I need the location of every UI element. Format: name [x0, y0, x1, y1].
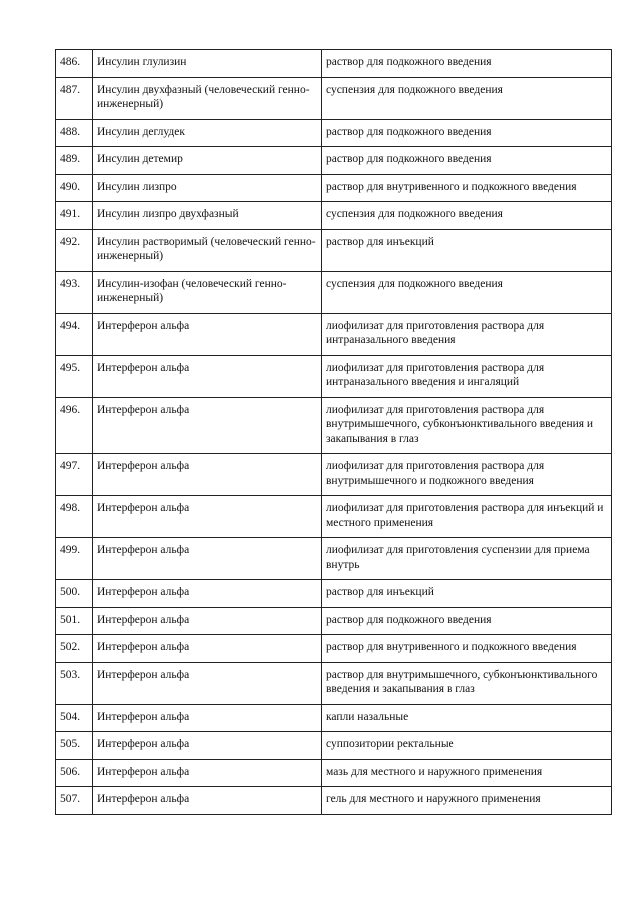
drug-name: Интерферон альфа — [93, 732, 322, 760]
table-row — [56, 538, 612, 580]
drug-name: Интерферон альфа — [93, 759, 322, 787]
table-row — [56, 77, 612, 119]
row-number: 487. — [56, 77, 93, 119]
dosage-form: суспензия для подкожного введения — [322, 77, 612, 119]
table-row — [56, 607, 612, 635]
dosage-form: раствор для инъекций — [322, 580, 612, 608]
dosage-form: лиофилизат для приготовления раствора для инъекций и местного применения — [322, 496, 612, 538]
dosage-form: раствор для подкожного введения — [322, 50, 612, 78]
drug-name: Инсулин лизпро — [93, 174, 322, 202]
dosage-form: раствор для подкожного введения — [322, 147, 612, 175]
dosage-form: лиофилизат для приготовления раствора для внутримышечного, субконъюнктивального введения и закапывания в глаз — [322, 397, 612, 454]
row-number: 492. — [56, 229, 93, 271]
table-row — [56, 580, 612, 608]
table-row — [56, 732, 612, 760]
drug-name: Инсулин двухфазный (человеческий генно-инженерный) — [93, 77, 322, 119]
dosage-form: раствор для внутримышечного, субконъюнктивального введения и закапывания в глаз — [322, 662, 612, 704]
row-number: 494. — [56, 313, 93, 355]
table-row — [56, 454, 612, 496]
dosage-form: лиофилизат для приготовления раствора для интраназального введения и ингаляций — [322, 355, 612, 397]
dosage-form: суспензия для подкожного введения — [322, 271, 612, 313]
drug-name: Интерферон альфа — [93, 635, 322, 663]
row-number: 503. — [56, 662, 93, 704]
row-number: 502. — [56, 635, 93, 663]
table-row — [56, 355, 612, 397]
drug-name: Интерферон альфа — [93, 313, 322, 355]
table-row — [56, 271, 612, 313]
drug-name: Инсулин лизпро двухфазный — [93, 202, 322, 230]
table-row — [56, 313, 612, 355]
table-body — [56, 50, 612, 815]
drug-name: Интерферон альфа — [93, 538, 322, 580]
dosage-form: капли назальные — [322, 704, 612, 732]
row-number: 501. — [56, 607, 93, 635]
dosage-form: лиофилизат для приготовления раствора для интраназального введения — [322, 313, 612, 355]
row-number: 498. — [56, 496, 93, 538]
dosage-form: лиофилизат для приготовления раствора для внутримышечного и подкожного введения — [322, 454, 612, 496]
dosage-form: раствор для внутривенного и подкожного введения — [322, 635, 612, 663]
row-number: 488. — [56, 119, 93, 147]
drug-name: Интерферон альфа — [93, 355, 322, 397]
row-number: 496. — [56, 397, 93, 454]
row-number: 506. — [56, 759, 93, 787]
drug-name: Интерферон альфа — [93, 397, 322, 454]
table-row — [56, 704, 612, 732]
dosage-form: гель для местного и наружного применения — [322, 787, 612, 815]
table-row — [56, 635, 612, 663]
drug-table — [55, 49, 612, 815]
drug-name: Инсулин детемир — [93, 147, 322, 175]
drug-name: Инсулин глулизин — [93, 50, 322, 78]
row-number: 489. — [56, 147, 93, 175]
drug-name: Интерферон альфа — [93, 787, 322, 815]
dosage-form: суппозитории ректальные — [322, 732, 612, 760]
row-number: 486. — [56, 50, 93, 78]
dosage-form: раствор для подкожного введения — [322, 607, 612, 635]
table-row — [56, 119, 612, 147]
table-row — [56, 174, 612, 202]
dosage-form: раствор для подкожного введения — [322, 119, 612, 147]
drug-name: Инсулин-изофан (человеческий генно-инженерный) — [93, 271, 322, 313]
row-number: 497. — [56, 454, 93, 496]
row-number: 499. — [56, 538, 93, 580]
dosage-form: лиофилизат для приготовления суспензии для приема внутрь — [322, 538, 612, 580]
table-row — [56, 50, 612, 78]
drug-name: Интерферон альфа — [93, 580, 322, 608]
dosage-form: раствор для внутривенного и подкожного введения — [322, 174, 612, 202]
row-number: 493. — [56, 271, 93, 313]
drug-name: Инсулин деглудек — [93, 119, 322, 147]
row-number: 504. — [56, 704, 93, 732]
row-number: 491. — [56, 202, 93, 230]
dosage-form: мазь для местного и наружного применения — [322, 759, 612, 787]
dosage-form: суспензия для подкожного введения — [322, 202, 612, 230]
row-number: 507. — [56, 787, 93, 815]
row-number: 490. — [56, 174, 93, 202]
table-row — [56, 759, 612, 787]
drug-name: Инсулин растворимый (человеческий генно-инженерный) — [93, 229, 322, 271]
table-row — [56, 787, 612, 815]
row-number: 505. — [56, 732, 93, 760]
drug-name: Интерферон альфа — [93, 662, 322, 704]
drug-name: Интерферон альфа — [93, 496, 322, 538]
table-row — [56, 229, 612, 271]
table-row — [56, 496, 612, 538]
drug-name: Интерферон альфа — [93, 607, 322, 635]
dosage-form: раствор для инъекций — [322, 229, 612, 271]
drug-name: Интерферон альфа — [93, 704, 322, 732]
row-number: 495. — [56, 355, 93, 397]
table-row — [56, 662, 612, 704]
table-row — [56, 202, 612, 230]
drug-name: Интерферон альфа — [93, 454, 322, 496]
row-number: 500. — [56, 580, 93, 608]
table-row — [56, 147, 612, 175]
table-row — [56, 397, 612, 454]
